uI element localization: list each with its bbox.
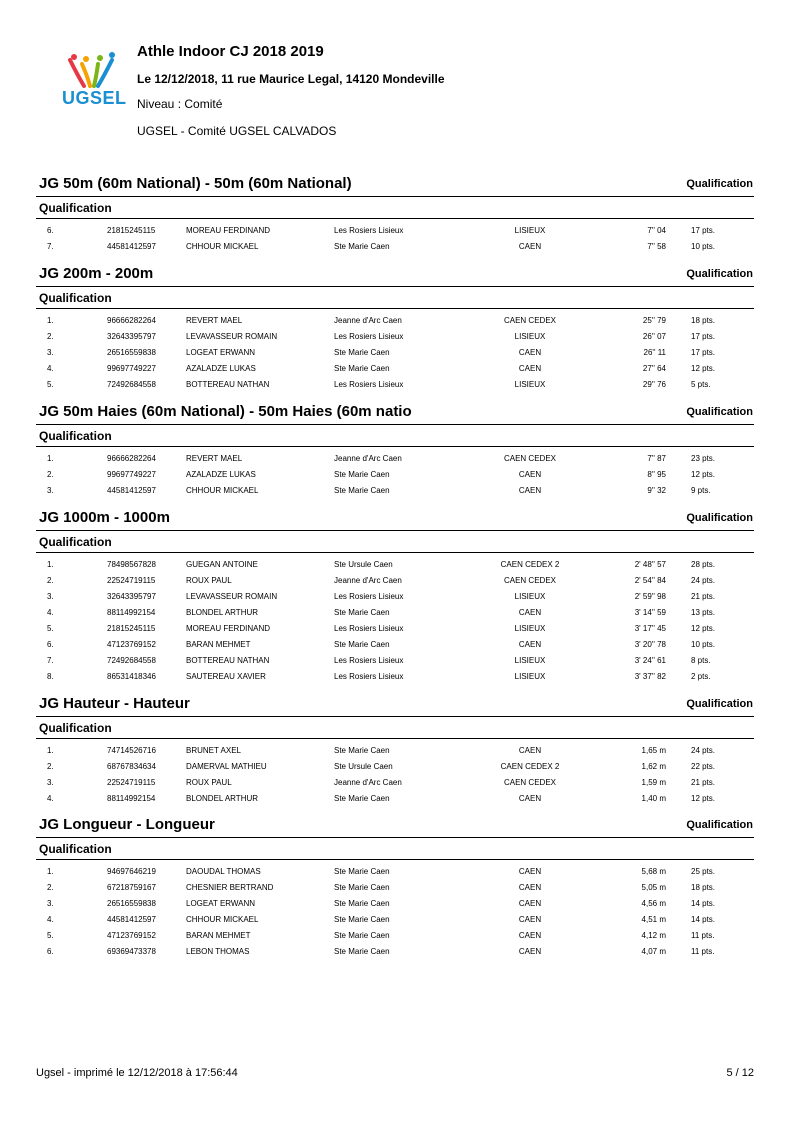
results-table bbox=[36, 447, 754, 499]
club-name: Ste Marie Caen bbox=[334, 899, 390, 908]
qualification-label: Qualification bbox=[686, 178, 753, 190]
event-title: JG 200m - 200m bbox=[39, 265, 154, 282]
round-subheading bbox=[36, 197, 754, 219]
performance: 4,07 m bbox=[641, 947, 666, 956]
result-row bbox=[36, 329, 754, 345]
club-name: Ste Ursule Caen bbox=[334, 762, 393, 771]
result-row bbox=[36, 621, 754, 637]
club-name: Les Rosiers Lisieux bbox=[334, 332, 404, 341]
performance: 2' 48'' 57 bbox=[634, 560, 666, 569]
results-table bbox=[36, 309, 754, 393]
event-header bbox=[36, 816, 754, 838]
result-row bbox=[36, 743, 754, 759]
athlete-name: CHHOUR MICKAEL bbox=[186, 915, 259, 924]
club-city: CAEN CEDEX bbox=[503, 316, 556, 325]
event-title: JG Longueur - Longueur bbox=[39, 816, 215, 833]
performance: 7'' 58 bbox=[647, 242, 666, 251]
points: 24 pts. bbox=[691, 576, 716, 585]
points: 2 pts. bbox=[691, 672, 711, 681]
event-title: JG 50m (60m National) - 50m (60m National) bbox=[39, 175, 352, 192]
club-city: CAEN bbox=[518, 746, 542, 755]
performance: 3' 24'' 61 bbox=[634, 656, 666, 665]
athlete-name: REVERT MAEL bbox=[186, 316, 243, 325]
round-label: Qualification bbox=[39, 535, 112, 549]
page-number: 5 / 12 bbox=[726, 1067, 754, 1079]
performance: 4,51 m bbox=[641, 915, 666, 924]
rank: 1. bbox=[47, 560, 54, 569]
result-row bbox=[36, 653, 754, 669]
license-number: 88114992154 bbox=[107, 794, 156, 803]
rank: 1. bbox=[47, 316, 54, 325]
print-timestamp: Ugsel - imprimé le 12/12/2018 à 17:56:44 bbox=[36, 1067, 238, 1079]
event-title: JG Hauteur - Hauteur bbox=[39, 695, 190, 712]
event-header bbox=[36, 509, 754, 531]
club-name: Ste Marie Caen bbox=[334, 931, 390, 940]
rank: 3. bbox=[47, 778, 54, 787]
round-label: Qualification bbox=[39, 201, 112, 215]
round-label: Qualification bbox=[39, 721, 112, 735]
club-city: CAEN bbox=[518, 364, 542, 373]
club-city: CAEN CEDEX bbox=[503, 454, 556, 463]
athlete-name: SAUTEREAU XAVIER bbox=[186, 672, 266, 681]
athlete-name: ROUX PAUL bbox=[186, 576, 232, 585]
results-table bbox=[36, 553, 754, 685]
event-date-location: Le 12/12/2018, 11 rue Maurice Legal, 14120 Mondeville bbox=[137, 72, 445, 86]
round-label: Qualification bbox=[39, 429, 112, 443]
athlete-name: AZALADZE LUKAS bbox=[186, 470, 256, 479]
athlete-name: LEVAVASSEUR ROMAIN bbox=[186, 592, 278, 601]
rank: 1. bbox=[47, 746, 54, 755]
rank: 6. bbox=[47, 640, 54, 649]
points: 12 pts. bbox=[691, 364, 716, 373]
club-city: LISIEUX bbox=[514, 672, 546, 681]
points: 5 pts. bbox=[691, 380, 711, 389]
club-name: Les Rosiers Lisieux bbox=[334, 656, 404, 665]
club-city: CAEN bbox=[518, 608, 542, 617]
performance: 3' 20'' 78 bbox=[634, 640, 666, 649]
points: 12 pts. bbox=[691, 794, 716, 803]
points: 17 pts. bbox=[691, 332, 716, 341]
result-row bbox=[36, 313, 754, 329]
club-name: Jeanne d'Arc Caen bbox=[334, 316, 402, 325]
rank: 5. bbox=[47, 380, 54, 389]
result-row bbox=[36, 345, 754, 361]
rank: 8. bbox=[47, 672, 54, 681]
club-city: CAEN bbox=[518, 640, 542, 649]
result-row bbox=[36, 223, 754, 239]
points: 12 pts. bbox=[691, 470, 716, 479]
athlete-name: REVERT MAEL bbox=[186, 454, 243, 463]
club-name: Ste Marie Caen bbox=[334, 794, 390, 803]
athlete-name: LEBON THOMAS bbox=[186, 947, 250, 956]
points: 28 pts. bbox=[691, 560, 716, 569]
club-city: LISIEUX bbox=[514, 332, 546, 341]
club-city: LISIEUX bbox=[514, 624, 546, 633]
performance: 29'' 76 bbox=[642, 380, 666, 389]
rank: 4. bbox=[47, 915, 54, 924]
athlete-name: BOTTEREAU NATHAN bbox=[186, 380, 270, 389]
rank: 2. bbox=[47, 762, 54, 771]
license-number: 96666282264 bbox=[107, 316, 156, 325]
performance: 4,12 m bbox=[641, 931, 666, 940]
points: 23 pts. bbox=[691, 454, 716, 463]
rank: 4. bbox=[47, 364, 54, 373]
license-number: 26516559838 bbox=[107, 899, 156, 908]
club-city: LISIEUX bbox=[514, 592, 546, 601]
rank: 3. bbox=[47, 486, 54, 495]
license-number: 74714526716 bbox=[107, 746, 156, 755]
license-number: 21815245115 bbox=[107, 226, 156, 235]
club-name: Ste Marie Caen bbox=[334, 915, 390, 924]
rank: 2. bbox=[47, 883, 54, 892]
result-row bbox=[36, 239, 754, 255]
club-city: CAEN bbox=[518, 470, 542, 479]
rank: 6. bbox=[47, 226, 54, 235]
athlete-name: ROUX PAUL bbox=[186, 778, 232, 787]
license-number: 96666282264 bbox=[107, 454, 156, 463]
club-name: Ste Marie Caen bbox=[334, 947, 390, 956]
club-name: Les Rosiers Lisieux bbox=[334, 226, 404, 235]
points: 11 pts. bbox=[691, 931, 715, 940]
event-section bbox=[36, 509, 754, 685]
rank: 7. bbox=[47, 242, 54, 251]
license-number: 47123769152 bbox=[107, 640, 156, 649]
performance: 9'' 32 bbox=[647, 486, 666, 495]
club-city: CAEN bbox=[518, 348, 542, 357]
qualification-label: Qualification bbox=[686, 512, 753, 524]
club-city: LISIEUX bbox=[514, 656, 546, 665]
club-city: CAEN bbox=[518, 883, 542, 892]
event-header bbox=[36, 175, 754, 197]
points: 17 pts. bbox=[691, 226, 716, 235]
performance: 25'' 79 bbox=[642, 316, 666, 325]
athlete-name: BARAN MEHMET bbox=[186, 931, 251, 940]
event-section bbox=[36, 403, 754, 499]
points: 10 pts. bbox=[691, 242, 716, 251]
club-city: LISIEUX bbox=[514, 226, 546, 235]
club-city: CAEN CEDEX 2 bbox=[500, 560, 560, 569]
round-label: Qualification bbox=[39, 291, 112, 305]
page-title: Athle Indoor CJ 2018 2019 bbox=[137, 43, 324, 60]
performance: 2' 54'' 84 bbox=[634, 576, 666, 585]
performance: 27'' 64 bbox=[642, 364, 666, 373]
points: 18 pts. bbox=[691, 316, 716, 325]
result-row bbox=[36, 791, 754, 807]
athlete-name: MOREAU FERDINAND bbox=[186, 226, 271, 235]
performance: 1,59 m bbox=[641, 778, 666, 787]
license-number: 47123769152 bbox=[107, 931, 156, 940]
club-name: Ste Marie Caen bbox=[334, 746, 390, 755]
rank: 2. bbox=[47, 576, 54, 585]
event-header bbox=[36, 265, 754, 287]
club-name: Ste Marie Caen bbox=[334, 883, 390, 892]
round-label: Qualification bbox=[39, 842, 112, 856]
rank: 2. bbox=[47, 332, 54, 341]
round-subheading bbox=[36, 717, 754, 739]
round-subheading bbox=[36, 531, 754, 553]
rank: 3. bbox=[47, 348, 54, 357]
club-city: CAEN bbox=[518, 486, 542, 495]
athlete-name: LOGEAT ERWANN bbox=[186, 348, 256, 357]
rank: 4. bbox=[47, 608, 54, 617]
license-number: 21815245115 bbox=[107, 624, 156, 633]
club-city: CAEN bbox=[518, 242, 542, 251]
performance: 7'' 87 bbox=[647, 454, 666, 463]
result-row bbox=[36, 944, 754, 960]
rank: 5. bbox=[47, 931, 54, 940]
points: 25 pts. bbox=[691, 867, 716, 876]
result-row bbox=[36, 361, 754, 377]
athlete-name: BARAN MEHMET bbox=[186, 640, 251, 649]
result-row bbox=[36, 864, 754, 880]
club-name: Ste Marie Caen bbox=[334, 867, 390, 876]
points: 22 pts. bbox=[691, 762, 716, 771]
performance: 1,40 m bbox=[641, 794, 666, 803]
ugsel-figures-icon bbox=[60, 50, 130, 90]
rank: 5. bbox=[47, 624, 54, 633]
result-row bbox=[36, 451, 754, 467]
club-name: Ste Marie Caen bbox=[334, 364, 390, 373]
event-title: JG 50m Haies (60m National) - 50m Haies (60m natio bbox=[39, 403, 412, 420]
club-name: Ste Marie Caen bbox=[334, 242, 390, 251]
results-table bbox=[36, 739, 754, 807]
event-section bbox=[36, 816, 754, 960]
points: 10 pts. bbox=[691, 640, 716, 649]
license-number: 22524719115 bbox=[107, 576, 156, 585]
event-section bbox=[36, 175, 754, 255]
performance: 8'' 95 bbox=[647, 470, 666, 479]
qualification-label: Qualification bbox=[686, 698, 753, 710]
performance: 5,05 m bbox=[641, 883, 666, 892]
club-city: CAEN CEDEX bbox=[503, 576, 556, 585]
athlete-name: LOGEAT ERWANN bbox=[186, 899, 256, 908]
club-name: Jeanne d'Arc Caen bbox=[334, 576, 402, 585]
club-name: Les Rosiers Lisieux bbox=[334, 672, 404, 681]
athlete-name: MOREAU FERDINAND bbox=[186, 624, 271, 633]
license-number: 44581412597 bbox=[107, 915, 156, 924]
performance: 7'' 04 bbox=[647, 226, 666, 235]
event-header bbox=[36, 403, 754, 425]
result-row bbox=[36, 669, 754, 685]
club-city: CAEN bbox=[518, 794, 542, 803]
points: 8 pts. bbox=[691, 656, 711, 665]
results-table bbox=[36, 219, 754, 255]
athlete-name: BOTTEREAU NATHAN bbox=[186, 656, 270, 665]
license-number: 67218759167 bbox=[107, 883, 156, 892]
license-number: 99697749227 bbox=[107, 470, 156, 479]
license-number: 78498567828 bbox=[107, 560, 156, 569]
performance: 26'' 07 bbox=[642, 332, 666, 341]
athlete-name: DAOUDAL THOMAS bbox=[186, 867, 261, 876]
license-number: 72492684558 bbox=[107, 656, 156, 665]
event-header bbox=[36, 695, 754, 717]
result-row bbox=[36, 483, 754, 499]
athlete-name: BLONDEL ARTHUR bbox=[186, 608, 259, 617]
rank: 1. bbox=[47, 867, 54, 876]
result-row bbox=[36, 467, 754, 483]
qualification-label: Qualification bbox=[686, 406, 753, 418]
athlete-name: DAMERVAL MATHIEU bbox=[186, 762, 267, 771]
athlete-name: BLONDEL ARTHUR bbox=[186, 794, 259, 803]
event-level: Niveau : Comité bbox=[137, 97, 223, 111]
points: 24 pts. bbox=[691, 746, 716, 755]
club-city: CAEN bbox=[518, 931, 542, 940]
rank: 1. bbox=[47, 454, 54, 463]
points: 18 pts. bbox=[691, 883, 716, 892]
round-subheading bbox=[36, 287, 754, 309]
performance: 3' 14'' 59 bbox=[634, 608, 666, 617]
performance: 3' 17'' 45 bbox=[634, 624, 666, 633]
performance: 26'' 11 bbox=[643, 348, 666, 357]
performance: 2' 59'' 98 bbox=[634, 592, 666, 601]
athlete-name: GUEGAN ANTOINE bbox=[186, 560, 258, 569]
club-name: Jeanne d'Arc Caen bbox=[334, 454, 402, 463]
club-name: Ste Marie Caen bbox=[334, 608, 390, 617]
athlete-name: AZALADZE LUKAS bbox=[186, 364, 256, 373]
performance: 5,68 m bbox=[641, 867, 666, 876]
result-row bbox=[36, 589, 754, 605]
rank: 3. bbox=[47, 899, 54, 908]
points: 11 pts. bbox=[691, 947, 715, 956]
license-number: 72492684558 bbox=[107, 380, 156, 389]
license-number: 88114992154 bbox=[107, 608, 156, 617]
result-row bbox=[36, 637, 754, 653]
athlete-name: CHHOUR MICKAEL bbox=[186, 242, 259, 251]
results-table bbox=[36, 860, 754, 960]
qualification-label: Qualification bbox=[686, 819, 753, 831]
points: 14 pts. bbox=[691, 915, 716, 924]
license-number: 99697749227 bbox=[107, 364, 156, 373]
event-section bbox=[36, 695, 754, 807]
club-name: Les Rosiers Lisieux bbox=[334, 624, 404, 633]
license-number: 69369473378 bbox=[107, 947, 156, 956]
result-row bbox=[36, 557, 754, 573]
club-city: CAEN bbox=[518, 915, 542, 924]
round-subheading bbox=[36, 838, 754, 860]
points: 14 pts. bbox=[691, 899, 716, 908]
performance: 4,56 m bbox=[641, 899, 666, 908]
result-row bbox=[36, 573, 754, 589]
club-name: Ste Ursule Caen bbox=[334, 560, 393, 569]
club-city: CAEN bbox=[518, 947, 542, 956]
points: 21 pts. bbox=[691, 592, 716, 601]
athlete-name: CHESNIER BERTRAND bbox=[186, 883, 274, 892]
event-title: JG 1000m - 1000m bbox=[39, 509, 170, 526]
result-row bbox=[36, 912, 754, 928]
performance: 1,65 m bbox=[641, 746, 666, 755]
result-row bbox=[36, 377, 754, 393]
rank: 4. bbox=[47, 794, 54, 803]
license-number: 32643395797 bbox=[107, 332, 156, 341]
athlete-name: BRUNET AXEL bbox=[186, 746, 241, 755]
license-number: 32643395797 bbox=[107, 592, 156, 601]
club-name: Ste Marie Caen bbox=[334, 486, 390, 495]
performance: 3' 37'' 82 bbox=[634, 672, 666, 681]
license-number: 44581412597 bbox=[107, 486, 156, 495]
logo-text: UGSEL bbox=[62, 88, 127, 108]
club-city: LISIEUX bbox=[514, 380, 546, 389]
rank: 7. bbox=[47, 656, 54, 665]
result-row bbox=[36, 896, 754, 912]
club-name: Ste Marie Caen bbox=[334, 470, 390, 479]
rank: 3. bbox=[47, 592, 54, 601]
club-name: Jeanne d'Arc Caen bbox=[334, 778, 402, 787]
club-name: Ste Marie Caen bbox=[334, 640, 390, 649]
points: 13 pts. bbox=[691, 608, 716, 617]
club-city: CAEN bbox=[518, 867, 542, 876]
license-number: 68767834634 bbox=[107, 762, 156, 771]
qualification-label: Qualification bbox=[686, 268, 753, 280]
performance: 1,62 m bbox=[641, 762, 666, 771]
result-row bbox=[36, 605, 754, 621]
license-number: 22524719115 bbox=[107, 778, 156, 787]
license-number: 26516559838 bbox=[107, 348, 156, 357]
athlete-name: CHHOUR MICKAEL bbox=[186, 486, 259, 495]
points: 9 pts. bbox=[691, 486, 711, 495]
round-subheading bbox=[36, 425, 754, 447]
result-row bbox=[36, 759, 754, 775]
club-city: CAEN CEDEX 2 bbox=[500, 762, 560, 771]
result-row bbox=[36, 928, 754, 944]
rank: 2. bbox=[47, 470, 54, 479]
result-row bbox=[36, 880, 754, 896]
club-city: CAEN CEDEX bbox=[503, 778, 556, 787]
rank: 6. bbox=[47, 947, 54, 956]
license-number: 86531418346 bbox=[107, 672, 156, 681]
event-organizer: UGSEL - Comité UGSEL CALVADOS bbox=[137, 124, 337, 138]
license-number: 44581412597 bbox=[107, 242, 156, 251]
event-section bbox=[36, 265, 754, 393]
points: 21 pts. bbox=[691, 778, 716, 787]
club-name: Les Rosiers Lisieux bbox=[334, 380, 404, 389]
points: 12 pts. bbox=[691, 624, 716, 633]
athlete-name: LEVAVASSEUR ROMAIN bbox=[186, 332, 278, 341]
club-name: Ste Marie Caen bbox=[334, 348, 390, 357]
points: 17 pts. bbox=[691, 348, 716, 357]
license-number: 94697646219 bbox=[107, 867, 156, 876]
result-row bbox=[36, 775, 754, 791]
club-name: Les Rosiers Lisieux bbox=[334, 592, 404, 601]
club-city: CAEN bbox=[518, 899, 542, 908]
